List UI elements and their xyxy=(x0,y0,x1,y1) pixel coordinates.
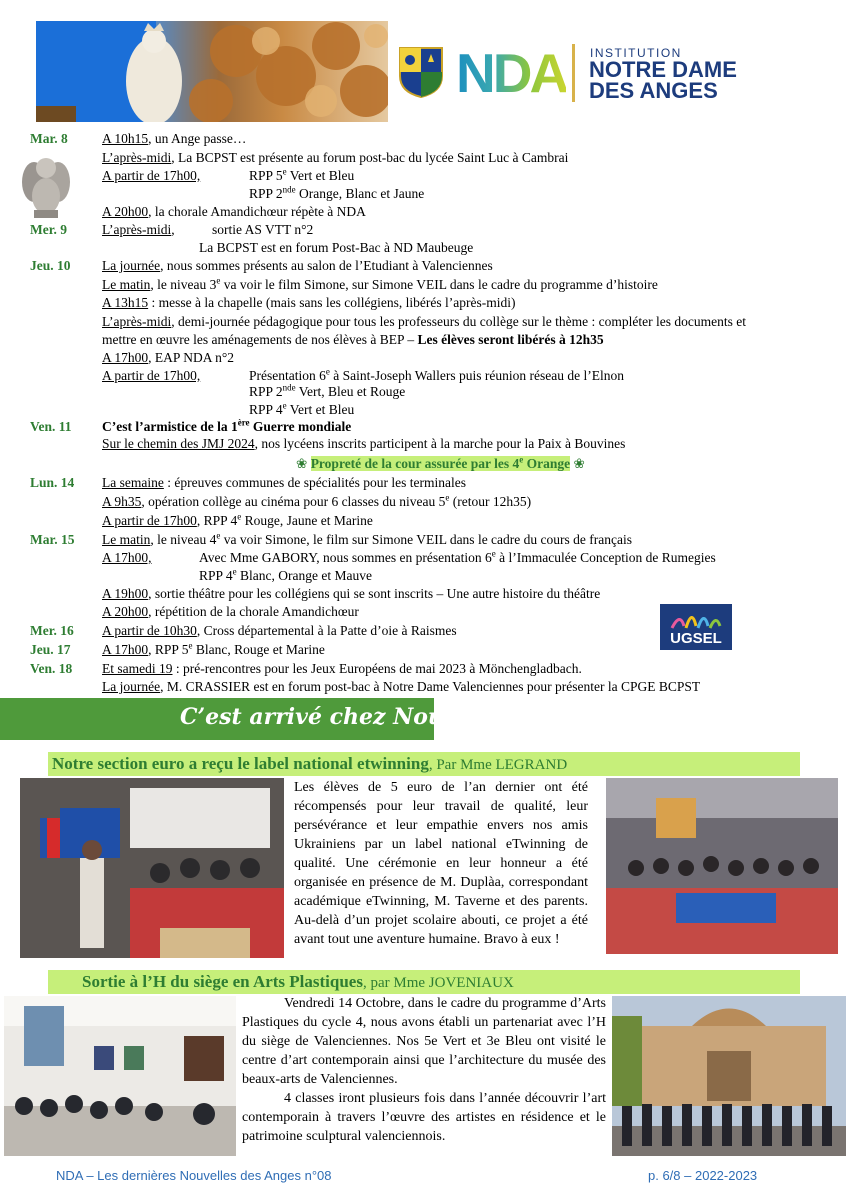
section1-heading: Notre section euro a reçu le label national etwinning, Par Mme LEGRAND xyxy=(52,754,568,773)
agenda-line: A 19h00, sortie théâtre pour les collégiens qui se sont inscrits – Une autre histoire du théâtre xyxy=(102,586,601,601)
agenda-line: A 17h00, xyxy=(102,550,152,565)
day-label: Mer. 16 xyxy=(30,623,74,638)
cleanliness-highlight: ❀ Propreté de la cour assurée par les 4e Orange ❀ xyxy=(296,454,585,471)
day-label: Mar. 8 xyxy=(30,131,68,146)
agenda-line: La semaine : épreuves communes de spécialités pour les terminales xyxy=(102,475,467,490)
agenda-line: A partir de 17h00, xyxy=(102,168,201,183)
agenda-line: A 9h35, opération collège au cinéma pour 6 classes du niveau 5e (retour 12h35) xyxy=(102,492,532,509)
agenda-line: A 17h00, EAP NDA n°2 xyxy=(102,350,235,365)
ugsel-logo xyxy=(660,604,732,650)
flower-icon: ❀ xyxy=(296,456,308,471)
logo-small-text: INSTITUTION xyxy=(590,46,682,60)
agenda-line: RPP 4e Blanc, Orange et Mauve xyxy=(199,566,372,583)
etwinning-ceremony-photo xyxy=(20,778,284,958)
agenda-line: L’après-midi, demi-journée pédagogique pour tous les professeurs du collège sur le thème : compléter les documents et xyxy=(102,314,746,329)
agenda-line: L’après-midi, xyxy=(102,222,175,237)
day-label: Jeu. 17 xyxy=(30,642,71,657)
crest-logo xyxy=(398,46,444,98)
day-label: Jeu. 10 xyxy=(30,258,71,273)
agenda-line: La BCPST est en forum Post-Bac à ND Maubeuge xyxy=(199,240,474,255)
agenda-line: Sur le chemin des JMJ 2024, nos lycéens inscrits participent à la marche pour la Paix à Bouvines xyxy=(102,436,626,451)
art-centre-photo xyxy=(4,996,236,1156)
flower-icon: ❀ xyxy=(573,456,585,471)
agenda-line: Présentation 6e à Saint-Joseph Wallers puis réunion réseau de l’Elnon xyxy=(249,366,624,383)
agenda-line: A 10h15, un Ange passe… xyxy=(102,131,247,146)
day-label: Lun. 14 xyxy=(30,475,75,490)
agenda-line: Et samedi 19 : pré-rencontres pour les Jeux Européens de mai 2023 à Mönchengladbach. xyxy=(102,661,582,676)
section2-paragraph: Vendredi 14 Octobre, dans le cadre du programme d’Arts Plastiques du cycle 4, nous avons établi un partenariat avec l’H du siège de Valenciennes. Nos 5e Vert et 3e Bleu ont visité le centre d’art contemporain ainsi que l’architecture du musée des beaux-arts de Valenciennes. xyxy=(242,996,606,1087)
agenda-line: RPP 2nde Vert, Bleu et Rouge xyxy=(249,382,406,399)
museum-group-photo xyxy=(612,996,846,1156)
agenda-line: L’après-midi, La BCPST est présente au forum post-bac du lycée Saint Luc à Cambrai xyxy=(102,150,569,165)
logo-line1: NOTRE DAME xyxy=(589,57,737,82)
day-label: Ven. 11 xyxy=(30,419,72,434)
day-label: Ven. 18 xyxy=(30,661,73,676)
logo-divider xyxy=(572,44,575,102)
logo-acronym: NDA xyxy=(456,42,567,104)
statue-photo-illustration xyxy=(36,21,388,122)
agenda-line: C’est l’armistice de la 1ère Guerre mondiale xyxy=(102,417,352,434)
agenda-line: La journée, nous sommes présents au salon de l’Etudiant à Valenciennes xyxy=(102,258,493,273)
agenda-line: Avec Mme GABORY, nous sommes en présentation 6e à l’Immaculée Conception de Rumegies xyxy=(199,548,716,565)
footer-title: NDA – Les dernières Nouvelles des Anges n°08 xyxy=(56,1168,332,1183)
header-photo-statue-autumn-trees xyxy=(36,21,388,122)
angel-statue-image xyxy=(20,152,72,220)
agenda-line: A 17h00, RPP 5e Blanc, Rouge et Marine xyxy=(102,640,325,657)
agenda-line: A 20h00, la chorale Amandichœur répète à NDA xyxy=(102,204,366,219)
agenda-line: A partir de 17h00, xyxy=(102,368,201,383)
section2-text xyxy=(242,994,606,1146)
agenda-line: La journée, M. CRASSIER est en forum post-bac à Notre Dame Valenciennes pour présenter la CPGE BCPST xyxy=(102,679,701,694)
banner-title: C’est arrivé chez Nous xyxy=(180,704,457,730)
agenda-line: sortie AS VTT n°2 xyxy=(212,222,314,237)
day-label: Mar. 15 xyxy=(30,532,75,547)
agenda-line: A 13h15 : messe à la chapelle (mais sans les collégiens, libérés l’après-midi) xyxy=(102,295,516,310)
agenda-line: mettre en œuvre les aménagements de nos élèves à BEP – Les élèves seront libérés à 12h35 xyxy=(102,332,604,347)
agenda-line: RPP 2nde Orange, Blanc et Jaune xyxy=(249,184,425,201)
agenda-line: Le matin, le niveau 3e va voir le film Simone, sur Simone VEIL dans le cadre du programme d’histoire xyxy=(102,275,658,292)
etwinning-group-photo xyxy=(606,778,838,954)
section2-paragraph: 4 classes iront plusieurs fois dans l’année découvrir l’art contemporain à travers l’œuvre des artistes en résidence et le patrimoine sculptural valenciennois. xyxy=(242,1091,606,1144)
agenda-line: RPP 5e Vert et Bleu xyxy=(249,166,355,183)
agenda-line: A partir de 10h30, Cross départemental à la Patte d’oie à Raismes xyxy=(102,623,457,638)
day-label: Mer. 9 xyxy=(30,222,67,237)
agenda-line: A 20h00, répétition de la chorale Amandichœur xyxy=(102,604,359,619)
section1-text: Les élèves de 5 euro de l’an dernier ont été récompensés pour leur travail de qualité, leur persévérance et leur empathie envers nos amis Ukrainiens par un label national eTwinning de qualité. Une cérémonie en leur honneur a été organisée en présence de M. Duplàa, correspondant académique eTwinning, M. Taverne et des parents. Au-delà d’un projet scolaire abouti, ce projet a été avant tout une aventure humaine. Bravo à eux ! xyxy=(294,780,588,947)
section2-heading: Sortie à l’H du siège en Arts Plastiques, par Mme JOVENIAUX xyxy=(82,972,514,991)
ugsel-label: UGSEL xyxy=(670,630,722,647)
logo-line2: DES ANGES xyxy=(589,78,718,103)
agenda-line: A partir de 17h00, RPP 4e Rouge, Jaune et Marine xyxy=(102,511,373,528)
agenda-line: RPP 4e Vert et Bleu xyxy=(249,400,355,417)
agenda-line: Le matin, le niveau 4e va voir Simone, le film sur Simone VEIL dans le cadre du cours de français xyxy=(102,530,632,547)
footer-page: p. 6/8 – 2022-2023 xyxy=(648,1168,758,1183)
